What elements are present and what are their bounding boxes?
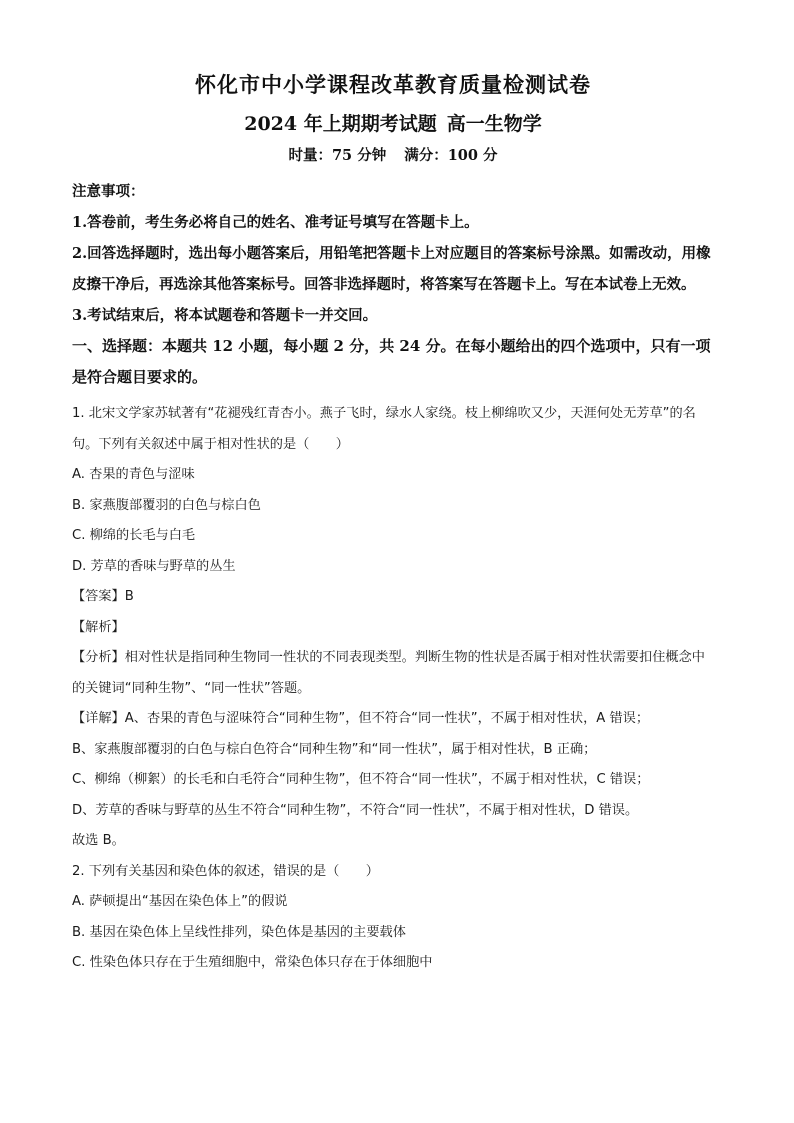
detail-tag: 【详解】 (72, 711, 125, 726)
notice-item-1: 1.答卷前，考生务必将自己的姓名、准考证号填写在答题卡上。 (72, 214, 479, 231)
fenxi-tag: 【分析】 (72, 650, 125, 665)
exam-meta (72, 144, 714, 168)
question-1-fenxi (72, 643, 714, 704)
exam-title: 怀化市中小学课程改革教育质量检测试卷 (195, 72, 591, 97)
answer-tag: 【答案】 (72, 589, 125, 604)
notice-item-2: 2.回答选择题时，选出每小题答案后，用铅笔把答题卡上对应题目的答案标号涂黑。如需改动，用橡皮擦干净后，再选涂其他答案标号。回答非选择题时，将答案写在答题卡上。写在本试卷上无效。 (72, 245, 711, 293)
question-1-answer (72, 582, 714, 613)
question-1-option-c: C. 柳绵的长毛与白毛 (72, 528, 196, 543)
fenxi-text: 相对性状是指同种生物同一性状的不同表现类型。判断生物的性状是否属于相对性状需要扣住概念中的关键词“同种生物”、“同一性状”答题。 (72, 650, 705, 696)
question-1-option-b: B. 家燕腹部覆羽的白色与棕白色 (72, 497, 261, 513)
question-1-conclusion: 故选 B。 (72, 833, 125, 848)
question-1-detail-b: B、家燕腹部覆羽的白色与棕白色符合“同种生物”和“同一性状”，属于相对性状，B 正确； (72, 741, 597, 757)
exam-score: 满分：100 分 (404, 147, 498, 164)
exam-time: 时量：75 分钟 (288, 147, 387, 164)
analysis-tag: 【解析】 (72, 619, 125, 635)
exam-subtitle (72, 108, 714, 140)
question-1-stem: 1. 北宋文学家苏轼著有“花褪残红青杏小。燕子飞时，绿水人家绕。枝上柳绵吹又少，天涯何处无芳草”的名句。下列有关叙述中属于相对性状的是（ ） (72, 406, 696, 452)
notice-item-3: 3.考试结束后，将本试题卷和答题卡一并交回。 (72, 307, 378, 324)
question-1-detail-d: D、芳草的香味与野草的丛生不符合“同种生物”，不符合“同一性状”，不属于相对性状，D 错误。 (72, 802, 639, 818)
notice-heading: 注意事项： (72, 183, 145, 200)
question-2-option-a: A. 萨顿提出“基因在染色体上”的假说 (72, 894, 288, 909)
question-2-option-b: B. 基因在染色体上呈线性排列，染色体是基因的主要载体 (72, 924, 406, 940)
question-1-detail-a (72, 704, 714, 735)
detail-text-a: A、杏果的青色与涩味符合“同种生物”，但不符合“同一性状”，不属于相对性状，A 错误； (124, 711, 650, 726)
section-heading: 一、选择题：本题共 12 小题，每小题 2 分，共 24 分。在每小题给出的四个选项中，只有一项是符合题目要求的。 (72, 337, 711, 386)
question-2-stem: 2. 下列有关基因和染色体的叙述，错误的是（ ） (72, 863, 379, 879)
question-1-detail-c: C、柳绵（柳絮）的长毛和白毛符合“同种生物”，但不符合“同一性状”，不属于相对性状，C 错误； (72, 772, 650, 787)
exam-term: 2024 年上期期考试题 (244, 113, 437, 135)
question-1-option-a: A. 杏果的青色与涩味 (72, 467, 195, 482)
question-1-option-d: D. 芳草的香味与野草的丛生 (72, 558, 236, 574)
question-2-option-c: C. 性染色体只存在于生殖细胞中，常染色体只存在于体细胞中 (72, 955, 433, 970)
answer-value: B (124, 589, 134, 604)
exam-subject: 高一生物学 (446, 113, 542, 135)
